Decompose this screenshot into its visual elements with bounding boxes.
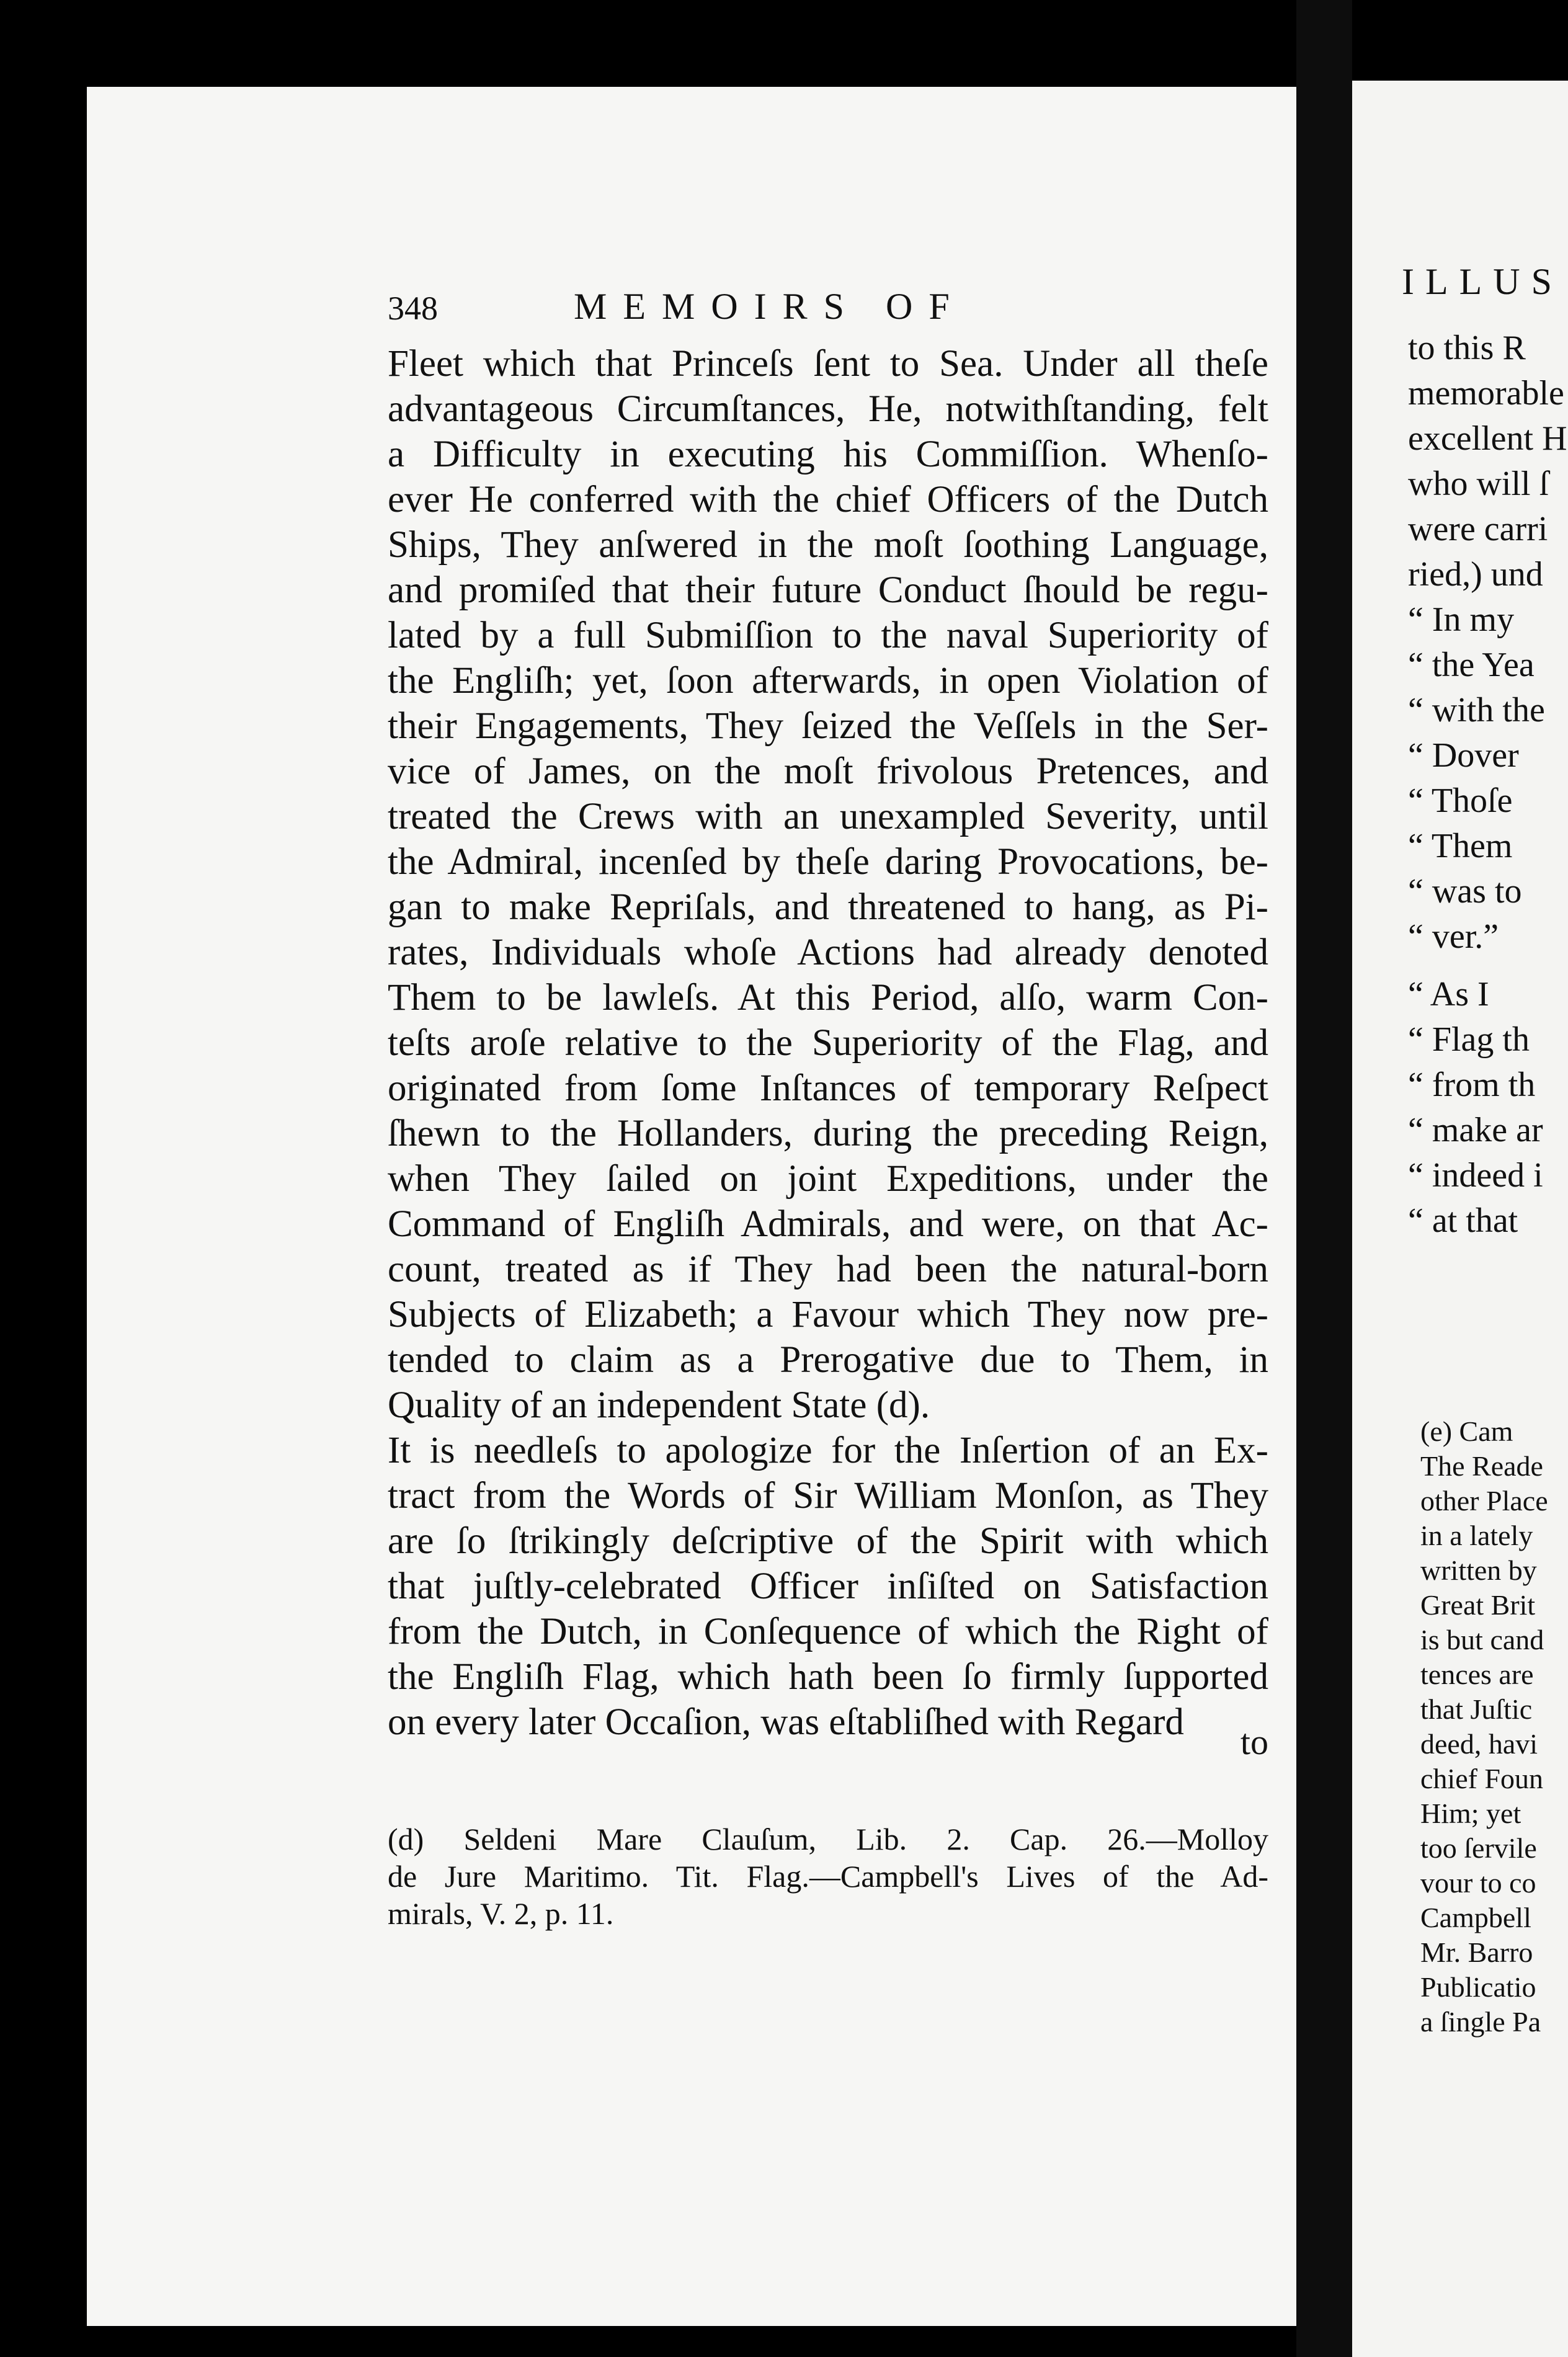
text-line: the Admiral, incenſed by theſe daring Provocations, be- bbox=[388, 841, 1268, 883]
right-page bbox=[1352, 81, 1568, 2357]
text-line: “ from th bbox=[1408, 1066, 1536, 1104]
text-line: “ make ar bbox=[1408, 1111, 1543, 1149]
text-line: “ Them bbox=[1408, 827, 1513, 865]
text-line: mirals, V. 2, p. 11. bbox=[388, 1896, 614, 1931]
text-line: “ As I bbox=[1408, 975, 1489, 1014]
text-line: “ Thoſe bbox=[1408, 782, 1513, 820]
text-line: (e) Cam bbox=[1420, 1415, 1513, 1447]
text-line: deed, havi bbox=[1420, 1728, 1538, 1760]
text-line: in a lately bbox=[1420, 1520, 1533, 1551]
text-line: ried,) und bbox=[1408, 555, 1543, 594]
text-line: “ In my bbox=[1408, 600, 1515, 639]
body-text bbox=[388, 341, 1268, 1745]
text-line: tences are bbox=[1420, 1659, 1534, 1690]
text-line: “ Flag th bbox=[1408, 1020, 1530, 1059]
text-line: Him; yet bbox=[1420, 1798, 1521, 1829]
text-line: a Difficulty in executing his Commiſſion. Whenſo- bbox=[388, 434, 1268, 475]
text-line: Mr. Barro bbox=[1420, 1936, 1533, 1968]
text-line: their Engagements, They ſeized the Veſſels in the Ser- bbox=[388, 705, 1268, 747]
text-line: originated from ſome Inſtances of temporary Reſpect bbox=[388, 1067, 1268, 1109]
text-line: to this R bbox=[1408, 329, 1526, 367]
text-line: de Jure Maritimo. Tit. Flag.—Campbell's Lives of the Ad- bbox=[388, 1859, 1268, 1894]
text-line: written by bbox=[1420, 1554, 1537, 1586]
text-line: vour to co bbox=[1420, 1867, 1536, 1899]
text-line: Fleet which that Princeſs ſent to Sea. Under all theſe bbox=[388, 343, 1268, 385]
text-line: “ Dover bbox=[1408, 736, 1519, 775]
text-line: tract from the Words of Sir William Monſon, as They bbox=[388, 1475, 1268, 1517]
text-line: vice of James, on the moſt frivolous Pretences, and bbox=[388, 751, 1268, 792]
text-line: chief Foun bbox=[1420, 1763, 1544, 1794]
page-header bbox=[388, 285, 1268, 335]
running-head: MEMOIRS OF bbox=[574, 286, 966, 327]
text-line: that Juſtic bbox=[1420, 1693, 1533, 1725]
text-line: Quality of an independent State (d). bbox=[388, 1384, 930, 1426]
text-line: tended to claim as a Prerogative due to Them, in bbox=[388, 1339, 1268, 1381]
right-page-body bbox=[1408, 326, 1567, 1244]
text-line: were carri bbox=[1408, 510, 1548, 548]
text-line: Them to be lawleſs. At this Period, alſo, warm Con- bbox=[388, 977, 1268, 1018]
text-line: is but cand bbox=[1420, 1624, 1544, 1655]
text-line: Subjects of Elizabeth; a Favour which They now pre- bbox=[388, 1294, 1268, 1335]
text-line: “ was to bbox=[1408, 872, 1522, 911]
text-line: “ ver.” bbox=[1408, 917, 1499, 956]
text-line: “ the Yea bbox=[1408, 646, 1535, 684]
text-line: (d) Seldeni Mare Clauſum, Lib. 2. Cap. 26.—Molloy bbox=[388, 1822, 1268, 1856]
text-line: The Reade bbox=[1420, 1450, 1543, 1482]
text-line: “ at that bbox=[1408, 1201, 1518, 1240]
text-line: the Engliſh Flag, which hath been ſo firmly ſupported bbox=[388, 1656, 1268, 1698]
text-line: teſts aroſe relative to the Superiority of the Flag, and bbox=[388, 1022, 1268, 1064]
text-line: treated the Crews with an unexampled Severity, until bbox=[388, 796, 1268, 837]
text-line: when They ſailed on joint Expeditions, under the bbox=[388, 1158, 1268, 1200]
catchword: to bbox=[1240, 1722, 1268, 1762]
text-line: are ſo ſtrikingly deſcriptive of the Spirit with which bbox=[388, 1520, 1268, 1562]
text-line: on every later Occaſion, was eſtabliſhed with Regard bbox=[388, 1701, 1184, 1743]
right-running-head: ILLUS bbox=[1402, 261, 1563, 302]
text-line: Great Brit bbox=[1420, 1589, 1536, 1621]
right-page-footnotes bbox=[1420, 1414, 1548, 2039]
text-line: “ indeed i bbox=[1408, 1156, 1543, 1195]
text-line: too ſervile bbox=[1420, 1832, 1537, 1864]
text-line: ſhewn to the Hollanders, during the preceding Reign, bbox=[388, 1113, 1268, 1154]
text-line: It is needleſs to apologize for the Inſertion of an Ex- bbox=[388, 1430, 1268, 1471]
text-line: lated by a full Submiſſion to the naval Superiority of bbox=[388, 615, 1268, 656]
text-line: advantageous Circumſtances, He, notwithſtanding, felt bbox=[388, 388, 1268, 430]
text-line: Ships, They anſwered in the moſt ſoothing Language, bbox=[388, 524, 1268, 566]
text-line: Command of Engliſh Admirals, and were, on that Ac- bbox=[388, 1203, 1268, 1245]
text-line: gan to make Repriſals, and threatened to hang, as Pi- bbox=[388, 886, 1268, 928]
book-gutter bbox=[1296, 0, 1352, 2357]
page-number: 348 bbox=[388, 290, 438, 327]
text-line: from the Dutch, in Conſequence of which the Right of bbox=[388, 1611, 1268, 1652]
text-line: ever He conferred with the chief Officers of the Dutch bbox=[388, 479, 1268, 520]
text-line: memorable bbox=[1408, 374, 1564, 412]
text-line: count, treated as if They had been the natural-born bbox=[388, 1249, 1268, 1290]
text-line: and promiſed that their future Conduct ſhould be regu- bbox=[388, 569, 1268, 611]
text-line: the Engliſh; yet, ſoon afterwards, in open Violation of bbox=[388, 660, 1268, 702]
text-line: Publicatio bbox=[1420, 1971, 1536, 2003]
text-line: that juſtly-celebrated Officer inſiſted on Satisfaction bbox=[388, 1566, 1268, 1607]
text-line: excellent H bbox=[1408, 419, 1567, 458]
text-line: who will ſ bbox=[1408, 465, 1549, 503]
footnote bbox=[388, 1820, 1268, 1932]
text-line: other Place bbox=[1420, 1485, 1548, 1517]
text-line: “ with the bbox=[1408, 691, 1545, 729]
text-line: rates, Individuals whoſe Actions had already denoted bbox=[388, 932, 1268, 973]
text-line: a ſingle Pa bbox=[1420, 2006, 1541, 2038]
text-line: Campbell bbox=[1420, 1902, 1531, 1933]
